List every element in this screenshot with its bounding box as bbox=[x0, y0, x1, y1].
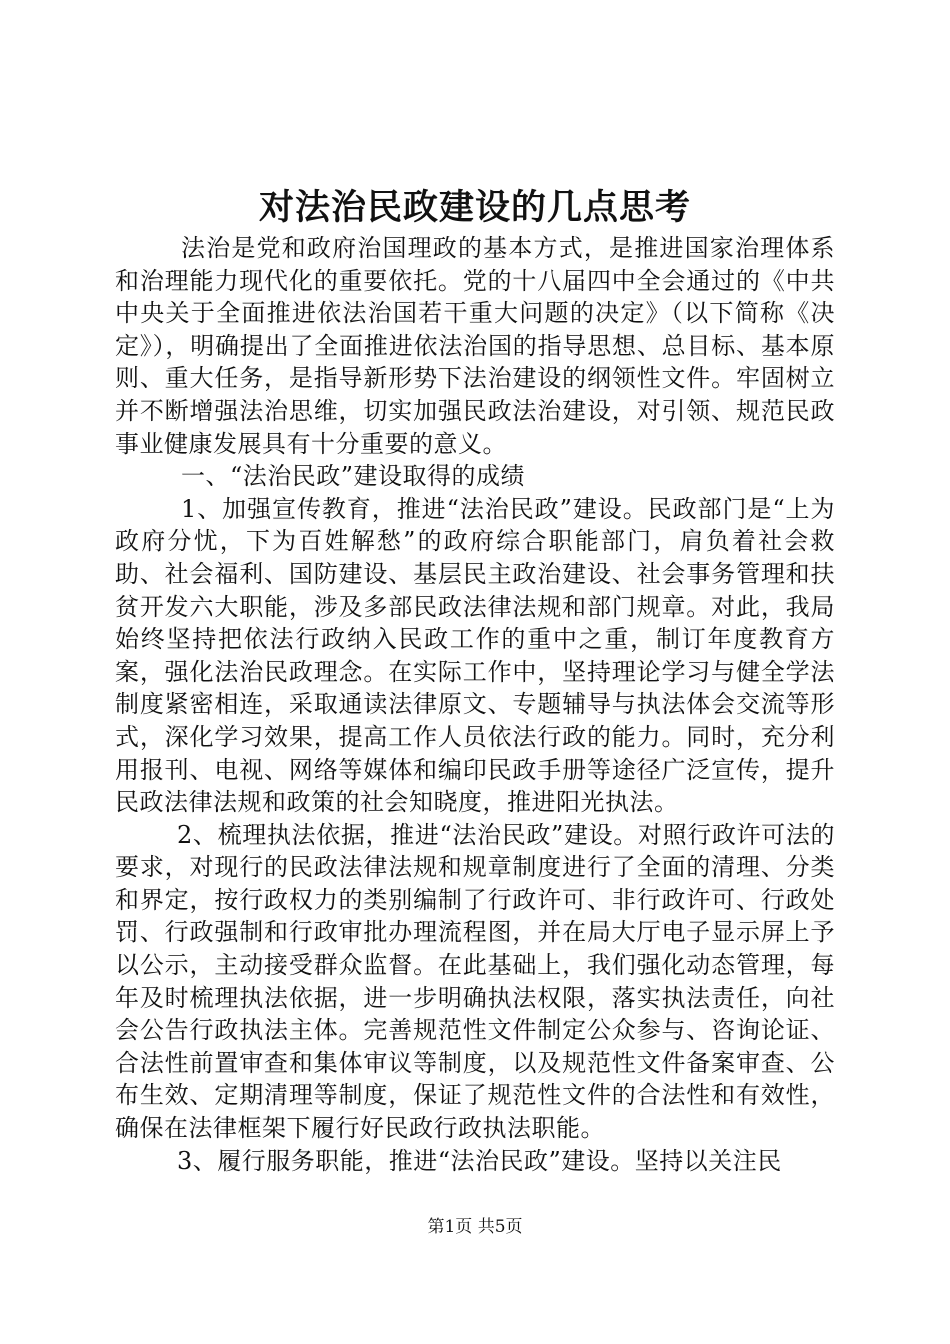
section-heading-achievements: 一、“法治民政”建设取得的成绩 bbox=[181, 462, 526, 491]
paragraph-point-1: 1、加强宣传教育，推进“法治民政”建设。民政部门是“上为政府分忧，下为百姓解愁”的政府综合职能部门，肩负着社会救助、社会福利、国防建设、基层民主政治建设、社会事务管理和扶贫开发六大职能，涉及多部民政法律法规和部门规章。对此，我局始终坚持把依法行政纳入民政工作的重中之重，制订年度教育方案，强化法治民政理念。在实际工作中，坚持理论学习与健全学法制度紧密相连，采取通读法律原文、专题辅导与执法体会交流等形式，深化学习效果，提高工作人员依法行政的能力。同时，充分利用报刊、电视、网络等媒体和编印民政手册等途径广泛宣传，提升民政法律法规和政策的社会知晓度，推进阳光执法。 bbox=[115, 494, 835, 817]
document-title: 对法治民政建设的几点思考 bbox=[258, 187, 691, 228]
paragraph-point-2: 2、梳理执法依据，推进“法治民政”建设。对照行政许可法的要求，对现行的民政法律法规和规章制度进行了全面的清理、分类和界定，按行政权力的类别编制了行政许可、非行政许可、行政处罚、行政强制和行政审批办理流程图，并在局大厅电子显示屏上予以公示，主动接受群众监督。在此基础上，我们强化动态管理，每年及时梳理执法依据，进一步明确执法权限，落实执法责任，向社会公告行政执法主体。完善规范性文件制定公众参与、咨询论证、合法性前置审查和集体审议等制度，以及规范性文件备案审查、公布生效、定期清理等制度，保证了规范性文件的合法性和有效性，确保在法律框架下履行好民政行政执法职能。 bbox=[115, 820, 835, 1143]
paragraph-point-3: 3、履行服务职能，推进“法治民政”建设。坚持以关注民 bbox=[177, 1146, 782, 1175]
paragraph-intro: 法治是党和政府治国理政的基本方式，是推进国家治理体系和治理能力现代化的重要依托。党的十八届四中全会通过的《中共中央关于全面推进依法治国若干重大问题的决定》（以下简称《决定》），明确提出了全面推进依法治国的指导思想、总目标、基本原则、重大任务，是指导新形势下法治建设的纲领性文件。牢固树立并不断增强法治思维，切实加强民政法治建设，对引领、规范民政事业健康发展具有十分重要的意义。 bbox=[115, 234, 835, 458]
page-footer: 第1页 共5页 bbox=[427, 1217, 523, 1237]
document-body bbox=[115, 232, 835, 1177]
